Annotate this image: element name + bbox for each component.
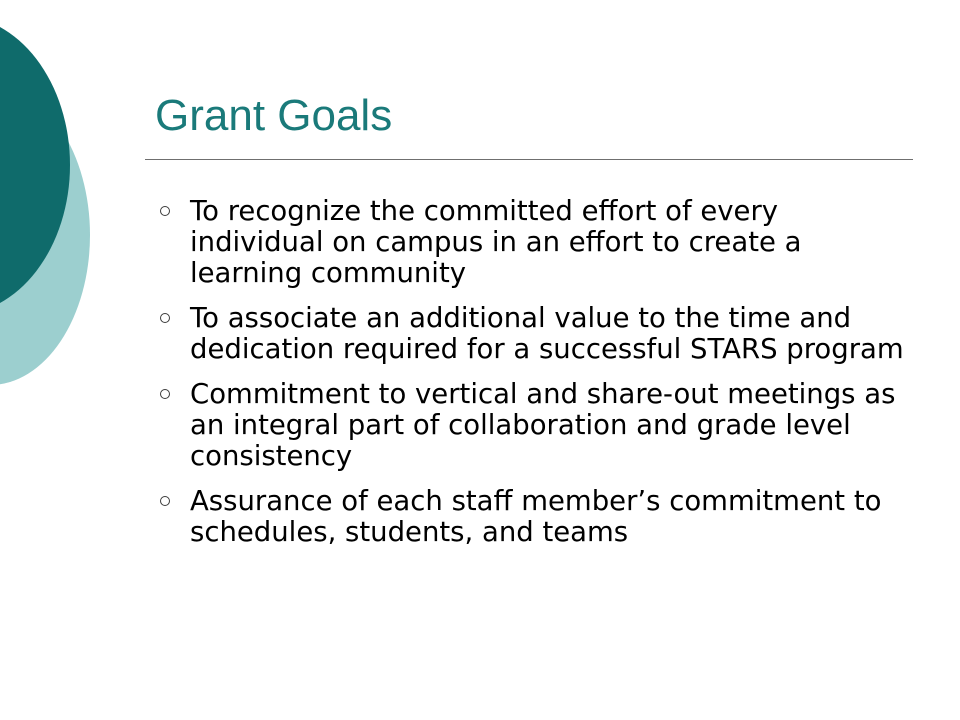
hollow-circle-bullet-icon xyxy=(160,206,170,216)
bullet-item xyxy=(157,379,917,472)
bullet-text: To associate an additional value to the time and dedication required for a successful STARS program xyxy=(190,302,904,365)
bullet-item xyxy=(157,486,917,548)
title-divider xyxy=(145,159,913,160)
hollow-circle-bullet-icon xyxy=(160,389,170,399)
bullet-text: Commitment to vertical and share-out meetings as an integral part of collaboration and grade level consistency xyxy=(190,378,896,472)
bullet-text: Assurance of each staff member’s commitment to schedules, students, and teams xyxy=(190,485,882,548)
bullet-list xyxy=(157,196,917,562)
bullet-item xyxy=(157,196,917,289)
slide-title: Grant Goals xyxy=(155,91,393,140)
hollow-circle-bullet-icon xyxy=(160,313,170,323)
hollow-circle-bullet-icon xyxy=(160,496,170,506)
bullet-text: To recognize the committed effort of every individual on campus in an effort to create a learning community xyxy=(190,195,802,289)
bullet-item xyxy=(157,303,917,365)
